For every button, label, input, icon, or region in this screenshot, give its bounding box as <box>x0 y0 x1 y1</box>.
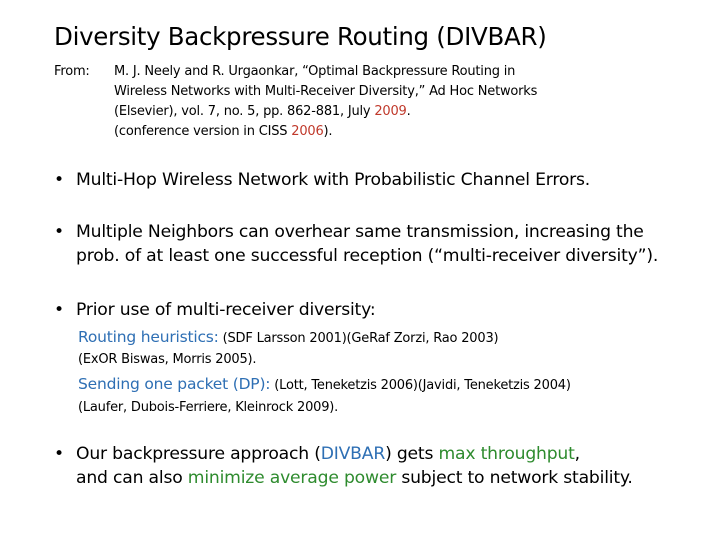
reference-lines <box>114 62 674 142</box>
bullet-4-text-b: ) gets <box>385 444 439 464</box>
bullet-2-line-2: prob. of at least one successful reception (“multi-receiver diversity”). <box>76 246 659 266</box>
routing-heuristics-refs: (SDF Larsson 2001)(GeRaf Zorzi, Rao 2003) <box>218 331 499 346</box>
sending-one-packet-label: Sending one packet (DP): <box>78 375 271 393</box>
slide-title: Diversity Backpressure Routing (DIVBAR) <box>54 22 547 51</box>
bullet-4-line-2-b: subject to network stability. <box>396 468 633 488</box>
reference-line-4-text: (conference version in CISS <box>114 124 292 139</box>
sending-one-packet-line <box>78 375 571 393</box>
bullet-2-line-1: Multiple Neighbors can overhear same transmission, increasing the <box>76 222 644 242</box>
bullet-3-text: Prior use of multi-receiver diversity: <box>76 300 376 320</box>
sending-one-packet-refs: (Lott, Teneketzis 2006)(Javidi, Teneketzis 2004) <box>270 378 571 393</box>
bullet-4-text-c: , <box>574 444 580 464</box>
reference-line-3-end: . <box>406 104 411 119</box>
reference-line-4-end: ). <box>323 124 333 139</box>
sending-one-packet-refs-2: (Laufer, Dubois-Ferriere, Kleinrock 2009). <box>78 400 339 415</box>
bullet-dot: • <box>54 444 64 464</box>
routing-heuristics-line <box>78 328 498 346</box>
bullet-4-line-2 <box>76 466 716 490</box>
bullet-dot: • <box>54 300 64 320</box>
routing-heuristics-label: Routing heuristics: <box>78 328 219 346</box>
minimize-power-term: minimize average power <box>187 468 397 488</box>
reference-line-3 <box>114 102 674 122</box>
bullet-1-text: Multi-Hop Wireless Network with Probabilistic Channel Errors. <box>76 170 591 190</box>
bullet-4-line-1 <box>76 442 716 466</box>
reference-line-4 <box>114 122 674 142</box>
reference-line-3-text: (Elsevier), vol. 7, no. 5, pp. 862-881, July <box>114 104 375 119</box>
max-throughput-term: max throughput <box>438 444 575 464</box>
reference-line-1: M. J. Neely and R. Urgaonkar, “Optimal Backpressure Routing in <box>114 64 516 79</box>
bullet-4-line-2-a: and can also <box>76 468 188 488</box>
divbar-term: DIVBAR <box>320 444 386 464</box>
reference-year-2006: 2006 <box>291 124 324 139</box>
bullet-dot: • <box>54 222 64 242</box>
bullet-dot: • <box>54 170 64 190</box>
routing-heuristics-refs-2: (ExOR Biswas, Morris 2005). <box>78 352 257 367</box>
reference-year-2009: 2009 <box>374 104 407 119</box>
bullet-4-text-a: Our backpressure approach ( <box>76 444 321 464</box>
reference-line-2: Wireless Networks with Multi-Receiver Diversity,” Ad Hoc Networks <box>114 84 538 99</box>
from-label: From: <box>54 64 90 79</box>
